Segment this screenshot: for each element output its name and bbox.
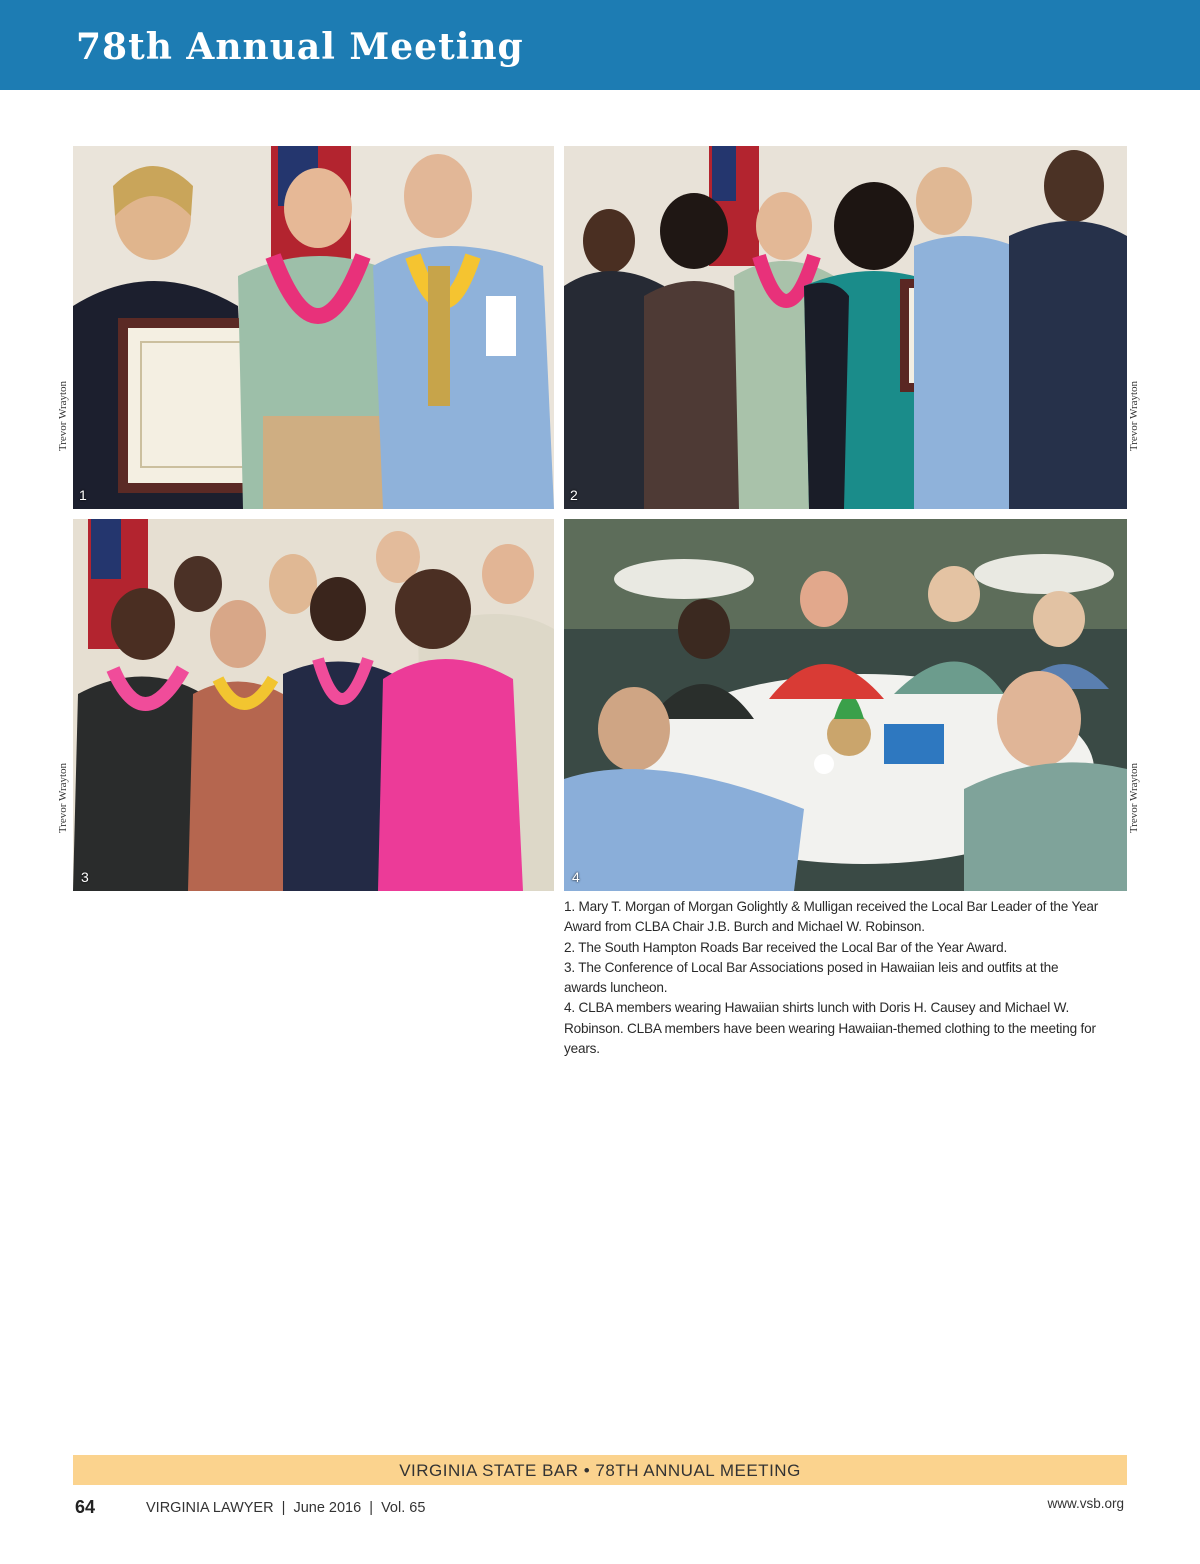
footer-band-text: VIRGINIA STATE BAR • 78TH ANNUAL MEETING — [399, 1461, 801, 1480]
page-title: 78th Annual Meeting — [76, 26, 524, 68]
caption-2: 2. The South Hampton Roads Bar received the Local Bar of the Year Award. — [564, 939, 1008, 955]
photo-award-local-bar-of-year — [564, 146, 1127, 509]
caption-3: 3. The Conference of Local Bar Associations posed in Hawaiian leis and outfits at the awards luncheon. — [564, 959, 1059, 996]
photo-credit: Trevor Wrayton — [1128, 762, 1140, 834]
photo-number: 3 — [81, 869, 89, 885]
header-band — [0, 0, 1200, 90]
photo-credit: Trevor Wrayton — [57, 762, 69, 834]
photo-award-local-bar-leader — [73, 146, 554, 509]
photo-credit: Trevor Wrayton — [1128, 380, 1140, 452]
magazine-issue-line: VIRGINIA LAWYER | June 2016 | Vol. 65 — [146, 1500, 426, 1516]
caption-4: 4. CLBA members wearing Hawaiian shirts lunch with Doris H. Causey and Michael W. Robinson. CLBA members have been wearing Hawaiian-themed clothing to the meeting for years. — [564, 1000, 1096, 1057]
photo-credit: Trevor Wrayton — [57, 380, 69, 452]
photo-clba-luncheon — [564, 519, 1127, 891]
page-number: 64 — [75, 1497, 96, 1517]
photo-captions — [564, 897, 1130, 1059]
photo-number: 4 — [572, 869, 580, 885]
photo-number: 2 — [570, 487, 578, 503]
caption-1: 1. Mary T. Morgan of Morgan Golightly & Mulligan received the Local Bar Leader of the Year Award from CLBA Chair J.B. Burch and Michael W. Robinson. — [564, 899, 1099, 935]
photo-number: 1 — [79, 487, 87, 503]
website-link[interactable]: www.vsb.org — [1047, 1496, 1124, 1511]
photo-clba-group — [73, 519, 554, 891]
footer-band — [73, 1455, 1127, 1485]
